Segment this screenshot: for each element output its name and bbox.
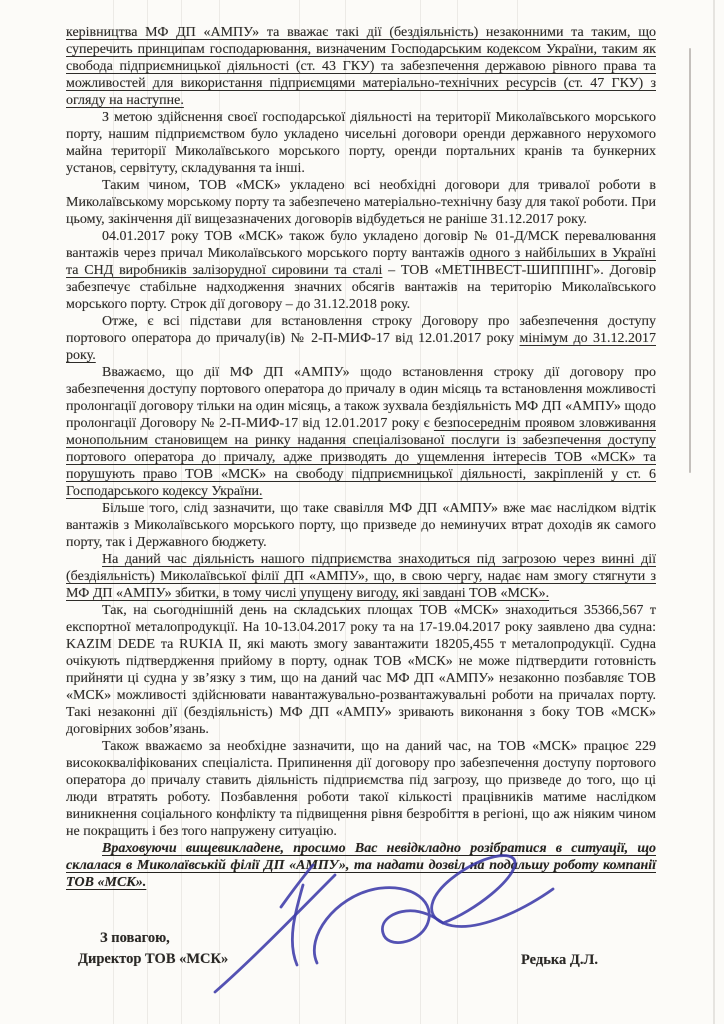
paragraph-segment: 04.01.2017 року ТОВ «МСК» також було укладено договір № 01-Д/МСК перевалювання вантажів через причал Миколаївського морського порту вантажів: [66, 229, 656, 261]
paragraph-contracts-concluded: Таким чином, ТОВ «МСК» укладено всі необхідні договори для тривалої роботи в Миколаївському морському порту та забезпечено матеріально-технічну базу для такої роботи. При цьому, закінчення дії вищезазначених договорів відбудеться не раніше 31.12.2017 року.: [66, 178, 656, 227]
letter-body: [66, 24, 656, 891]
scan-edge-shadow: [689, 48, 691, 473]
paragraph-cargo-outflow: Більше того, слід зазначити, що таке свавілля МФ ДП «АМПУ» вже має наслідком відтік вантажів з Миколаївського морського порту, що призведе до неминучих втрат доходів як самого порту, так і Державного бюджету.: [66, 501, 656, 550]
paragraph-segment-underlined: мінімум до 31.12.2017 року.: [66, 331, 656, 363]
paragraph-segment: Отже, є всі підстави для встановлення строку Договору про забезпечення доступу портового оператора до причалу(ів) № 2-П-МИФ-17 від 12.01.2017 року: [66, 314, 656, 346]
paragraph-segment-underlined: одного з найбільших в Україні та СНД виробників залізорудної сировини та сталі: [66, 246, 656, 278]
paragraph-segment-underlined: безпосереднім проявом зловживання монопольним становищем на ринку надання спеціалізованої послуги із забезпечення доступу портового оператора до причалу, адже призводять до ущемлення інтересів ТОВ «МСК» та порушують право ТОВ «МСК» на свободу підприємницької діяльності, закріпленій у ст. 6 Господарського кодексу України.: [66, 416, 656, 499]
paragraph-legal-intro-continuation: керівництва МФ ДП «АМПУ» та вважає такі дії (бездіяльність) незаконними та таким, що суперечить принципам господарювання, визначеним Господарським кодексом України, таким як свобода підприємницької діяльності (ст. 43 ГКУ) та забезпечення державою рівного права та можливостей для використання підприємцями матеріально-технічних ресурсів (ст. 47 ГКУ) з огляду на наступне.: [66, 25, 656, 108]
paragraph-final-request: Враховуючи вищевикладене, просимо Вас невідкладно розібратися в ситуації, що склалася в Миколаївській філії ДП «АМПУ», та надати дозвіл на подальшу роботу компанії ТОВ «МСК».: [66, 841, 656, 890]
paragraph-vessels-cargo: Так, на сьогоднішній день на складських площах ТОВ «МСК» знаходиться 35366,567 т експортної металопродукції. На 10-13.04.2017 року та на 17-19.04.2017 року заявлено два судна: KAZIM DEDE та RUKIA II, які мають змогу завантажити 18205,455 т металопродукції. Судна очікують підтвердження прийому в порту, однак ТОВ «МСК» не може підтвердити готовність прийняти ці судна у зв’язку з тим, що на даний час МФ ДП «АМПУ» незаконно позбавляє ТОВ «МСК» можливості здійснювати навантажувально-розвантажувальні роботи на причалах порту. Такі незаконні дії (бездіяльність) МФ ДП «АМПУ» зривають виконання з боку ТОВ «МСК» договірних зобов’язань.: [66, 603, 656, 737]
signer-name: Редька Д.Л.: [521, 952, 598, 968]
paragraph-threat-damages: На даний час діяльність нашого підприємства знаходиться під загрозою через винні дії (бездіяльність) Миколаївської філії ДП «АМПУ», що, в свою чергу, надає нам змогу стягнути з МФ ДП «АМПУ» збитки, в тому числі упущену вигоду, які завдані ТОВ «МСК».: [66, 552, 656, 601]
paragraph-segment: Вважаємо, що дії МФ ДП «АМПУ» щодо встановлення строку дії договору про забезпечення доступу портового оператора до причалу в один місяць та встановлення можливості пролонгації договору тільки на один місяць, а також зухвала бездіяльність МФ ДП «АМПУ» щодо пролонгації Договору № 2-П-МИФ-17 від 12.01.2017 року є: [66, 365, 656, 431]
salutation: З повагою,: [100, 930, 170, 946]
paragraph-term-grounds: [66, 313, 656, 364]
paragraph-lease-agreements: З метою здійснення своєї господарської діяльності на території Миколаївського морського порту, нашим підприємством було укладено чисельні договори оренди державного нерухомого майна території Миколаївського морського порту, оренди портальних кранів та бункерних установ, сервітуту, складування та інші.: [66, 110, 656, 176]
scan-edge-shadow: [713, 0, 715, 1024]
paragraph-segment: – ТОВ «МЕТІНВЕСТ-ШИППІНГ». Договір забезпечує стабільне надходження значних обсягів вантажів на територію Миколаївського морського порту. Строк дії договору – до 31.12.2018 року.: [66, 263, 657, 312]
paragraph-monopoly-abuse: [66, 364, 656, 500]
paragraph-metinvest-contract: [66, 228, 656, 313]
paragraph-employees-risk: Також вважаємо за необхідне зазначити, що на даний час, на ТОВ «МСК» працює 229 висококваліфікованих спеціаліста. Припинення дії договору про забезпечення доступу портового оператора до причалу ставить діяльність підприємства під загрозу, що призведе до того, що ці люди втратять роботу. Позбавлення роботи такої кількості працівників матиме наслідком виникнення соціального конфлікту та підвищення рівня безробіття в регіоні, що аж ніяким чином не покращить і без того напружену ситуацію.: [66, 739, 656, 839]
signer-left-column: [66, 928, 228, 970]
signer-title: Директор ТОВ «МСК»: [78, 951, 229, 967]
